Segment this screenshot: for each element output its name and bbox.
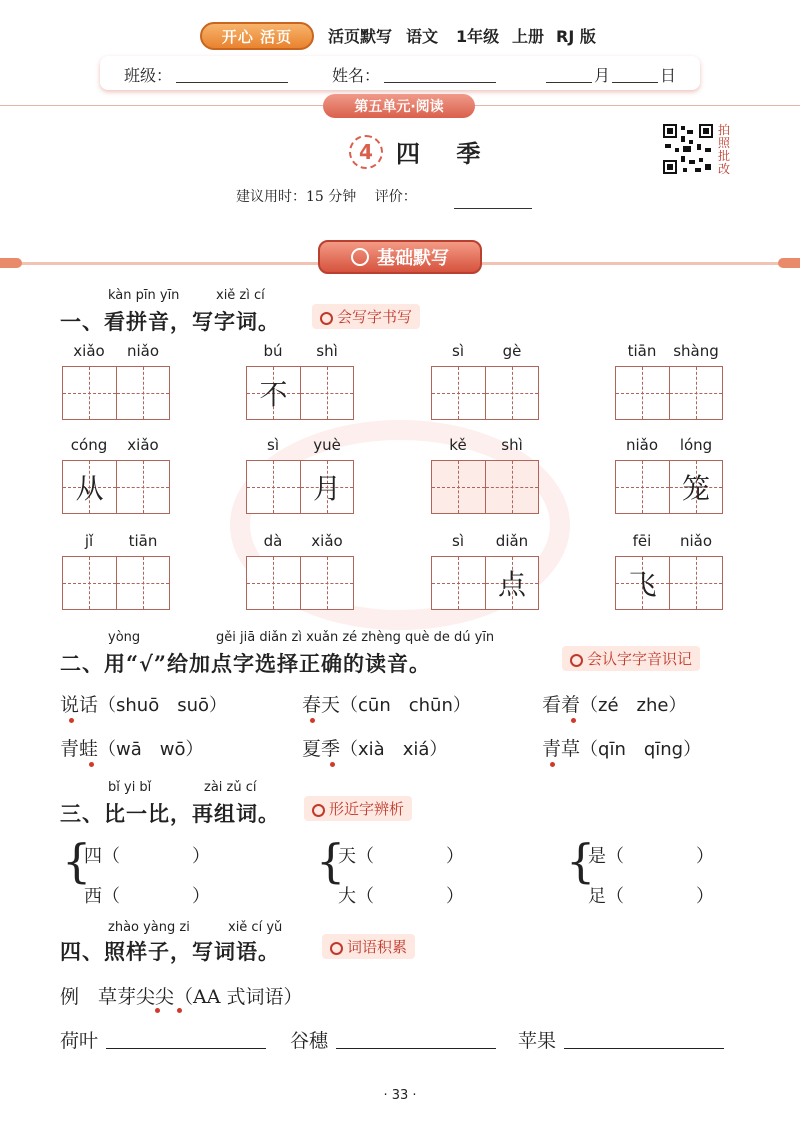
- q1-title-pinyin-1: kàn pīn yīn: [108, 288, 180, 303]
- tianzige-cell[interactable]: [247, 367, 300, 419]
- tianzige-grid: [62, 366, 170, 420]
- cell-character: 月: [312, 472, 341, 505]
- q3-title: 三、比一比，再组词。: [60, 801, 280, 826]
- target-icon: [312, 804, 325, 817]
- grid-pinyin: kě: [449, 436, 467, 454]
- tianzige-cell[interactable]: [300, 367, 353, 419]
- tianzige-cell[interactable]: [485, 461, 538, 513]
- tianzige-cell[interactable]: [669, 367, 722, 419]
- suggested-time: [236, 186, 417, 206]
- q3-line[interactable]: 是（ ）: [588, 846, 714, 867]
- tianzige-grid: [615, 460, 723, 514]
- tianzige-cell[interactable]: [116, 461, 169, 513]
- q4-title-pinyin-2: xiě cí yǔ: [228, 920, 283, 935]
- q2-title-pinyin-2: gěi jiā diǎn zì xuǎn zé zhèng què de dú yīn: [216, 630, 495, 645]
- brand-logo: 开心 活页: [200, 22, 314, 50]
- tianzige-cell[interactable]: [485, 367, 538, 419]
- q2-item: [60, 690, 227, 717]
- grid-pinyin: niǎo: [625, 436, 659, 454]
- q4-example: 例 草芽尖尖（AA 式词语）: [60, 986, 303, 1008]
- target-icon: [320, 312, 333, 325]
- q2-options[interactable]: （xià xiá）: [340, 739, 448, 760]
- emphasis-dot: [330, 762, 335, 767]
- class-label: 班级：: [124, 66, 173, 85]
- grade: 1年级: [456, 27, 500, 46]
- q2-item: [60, 734, 204, 761]
- emphasis-dot: [89, 762, 94, 767]
- eval-label: 评价：: [374, 189, 417, 205]
- emphasis-dot: [69, 718, 74, 723]
- tianzige-grid: [246, 460, 354, 514]
- time-text: 建议用时：15 分钟: [236, 189, 357, 205]
- q2-skill-tag-text: 会认字字音识记: [587, 650, 693, 668]
- tianzige-grid: [615, 556, 723, 610]
- grid-pinyin: xiǎo: [127, 436, 159, 454]
- q3-title-pinyin-2: zài zǔ cí: [204, 780, 257, 795]
- section-banner: [318, 240, 482, 274]
- q2-options[interactable]: （wā wō）: [98, 739, 204, 760]
- emphasis-dot: [571, 718, 576, 723]
- q1-title-pinyin-2: xiě zì cí: [216, 288, 265, 303]
- q4-answer-blank[interactable]: [564, 1030, 724, 1049]
- tianzige-cell[interactable]: [432, 461, 485, 513]
- tianzige-grid: [431, 366, 539, 420]
- term: 上册: [512, 27, 545, 46]
- tianzige-cell[interactable]: [432, 367, 485, 419]
- grid-pinyin: xiǎo: [73, 342, 105, 360]
- tianzige-cell[interactable]: [432, 557, 485, 609]
- q4-word: 苹果: [518, 1030, 557, 1052]
- cell-character: 笼: [681, 472, 710, 505]
- q2-options[interactable]: （shuō suō）: [98, 695, 228, 716]
- pencil-badge-icon: [351, 248, 369, 266]
- q2-word: 说话: [60, 694, 99, 716]
- grid-pinyin: shì: [501, 436, 523, 454]
- q3-line[interactable]: 西（ ）: [84, 886, 210, 907]
- q2-word: 青蛙: [60, 738, 99, 760]
- lesson-number: 4: [349, 135, 383, 169]
- q3-line[interactable]: 足（ ）: [588, 886, 714, 907]
- name-field[interactable]: [384, 64, 496, 83]
- tianzige-grid: [246, 366, 354, 420]
- tianzige-cell[interactable]: [616, 557, 669, 609]
- tianzige-cell[interactable]: [63, 461, 116, 513]
- tianzige-cell[interactable]: [300, 557, 353, 609]
- cell-character: 不: [259, 378, 288, 411]
- month-field[interactable]: [546, 64, 592, 83]
- q1-title: 一、看拼音，写字词。: [60, 309, 280, 334]
- q2-options[interactable]: （cūn chūn）: [340, 695, 471, 716]
- q4-word: 荷叶: [60, 1030, 99, 1052]
- qr-code-icon[interactable]: [663, 124, 713, 174]
- day-field[interactable]: [612, 64, 658, 83]
- grid-pinyin: sì: [267, 436, 279, 454]
- tianzige-cell[interactable]: [116, 367, 169, 419]
- tianzige-cell[interactable]: [247, 461, 300, 513]
- q4-title: 四、照样子，写词语。: [60, 939, 280, 964]
- q2-word: 夏季: [302, 738, 341, 760]
- divider-cap-left: [0, 258, 22, 268]
- q3-line[interactable]: 大（ ）: [338, 886, 464, 907]
- q3-line[interactable]: 四（ ）: [84, 846, 210, 867]
- q2-title: 二、用“√”给加点字选择正确的读音。: [60, 651, 431, 676]
- tianzige-cell[interactable]: [616, 367, 669, 419]
- q2-title-pinyin-1: yòng: [108, 630, 141, 645]
- tianzige-cell[interactable]: [616, 461, 669, 513]
- grid-pinyin: dà: [263, 532, 283, 550]
- tianzige-grid: [246, 556, 354, 610]
- grid-pinyin: sì: [452, 342, 464, 360]
- eval-field[interactable]: [454, 190, 532, 209]
- target-icon: [330, 942, 343, 955]
- tianzige-cell[interactable]: [63, 557, 116, 609]
- q2-word: 春天: [302, 694, 341, 716]
- name-label: 姓名：: [332, 66, 381, 85]
- q4-word: 谷穗: [290, 1030, 329, 1052]
- q4-title-pinyin-1: zhào yàng zi: [108, 920, 190, 935]
- q3-skill-tag: [304, 796, 412, 821]
- grid-pinyin: fēi: [632, 532, 652, 550]
- q2-word: 看着: [542, 694, 581, 716]
- qr-caption: 拍照批改: [718, 123, 731, 176]
- q2-skill-tag: [562, 646, 700, 671]
- tianzige-grid: [62, 556, 170, 610]
- q2-options[interactable]: （qīn qīng）: [580, 739, 702, 760]
- emphasis-dot: [310, 718, 315, 723]
- q1-skill-tag-text: 会写字书写: [337, 308, 413, 326]
- section-banner-label: 基础默写: [377, 248, 449, 269]
- cell-character: 飞: [628, 568, 657, 601]
- edition: RJ 版: [556, 27, 596, 46]
- emphasis-dot: [155, 1008, 160, 1013]
- unit-badge: 第五单元·阅读: [323, 94, 475, 118]
- tianzige-cell[interactable]: [300, 461, 353, 513]
- grid-pinyin: gè: [502, 342, 522, 360]
- grid-pinyin: shàng: [673, 342, 719, 360]
- q2-options[interactable]: （zé zhe）: [580, 695, 687, 716]
- grid-pinyin: tiān: [627, 342, 657, 360]
- subject: 语文: [406, 27, 439, 46]
- cell-character: 从: [75, 472, 104, 505]
- q4-skill-tag-text: 词语积累: [347, 938, 408, 956]
- grid-pinyin: sì: [452, 532, 464, 550]
- page-number: · 33 ·: [383, 1088, 417, 1103]
- cell-character: 点: [497, 568, 526, 601]
- q2-item: [302, 690, 471, 717]
- grid-pinyin: niǎo: [679, 532, 713, 550]
- brace: {: [62, 834, 92, 888]
- q4-answer-blank[interactable]: [336, 1030, 496, 1049]
- tianzige-cell[interactable]: [116, 557, 169, 609]
- grid-pinyin: cóng: [70, 436, 108, 454]
- emphasis-dot: [177, 1008, 182, 1013]
- q2-word: 青草: [542, 738, 581, 760]
- q2-item: [542, 734, 701, 761]
- tianzige-cell[interactable]: [485, 557, 538, 609]
- lesson-title: 四 季: [396, 139, 495, 168]
- emphasis-dot: [550, 762, 555, 767]
- target-icon: [570, 654, 583, 667]
- tianzige-grid: [431, 556, 539, 610]
- tianzige-grid: [62, 460, 170, 514]
- tianzige-grid: [431, 460, 539, 514]
- q2-item: [542, 690, 686, 717]
- grid-pinyin: xiǎo: [311, 532, 343, 550]
- q3-line[interactable]: 天（ ）: [338, 846, 464, 867]
- tianzige-cell[interactable]: [669, 557, 722, 609]
- tianzige-cell[interactable]: [247, 557, 300, 609]
- q1-skill-tag: [312, 304, 420, 329]
- q4-answer-blank[interactable]: [106, 1030, 266, 1049]
- grid-pinyin: bú: [263, 342, 283, 360]
- divider-cap-right: [778, 258, 800, 268]
- grid-pinyin: yuè: [313, 436, 341, 454]
- tianzige-grid: [615, 366, 723, 420]
- brace: {: [316, 834, 346, 888]
- tianzige-cell[interactable]: [63, 367, 116, 419]
- grid-pinyin: shì: [316, 342, 338, 360]
- series-name: 活页默写: [328, 27, 393, 46]
- grid-pinyin: niǎo: [126, 342, 160, 360]
- month-label: 月: [594, 66, 611, 85]
- brace: {: [566, 834, 596, 888]
- grid-pinyin: lóng: [679, 436, 713, 454]
- q4-skill-tag: [322, 934, 415, 959]
- tianzige-cell[interactable]: [669, 461, 722, 513]
- q3-title-pinyin-1: bǐ yi bǐ: [108, 780, 152, 795]
- grid-pinyin: diǎn: [495, 532, 529, 550]
- day-label: 日: [660, 66, 677, 85]
- q2-item: [302, 734, 447, 761]
- class-field[interactable]: [176, 64, 288, 83]
- q3-skill-tag-text: 形近字辨析: [329, 800, 405, 818]
- grid-pinyin: tiān: [128, 532, 158, 550]
- grid-pinyin: jǐ: [84, 532, 94, 550]
